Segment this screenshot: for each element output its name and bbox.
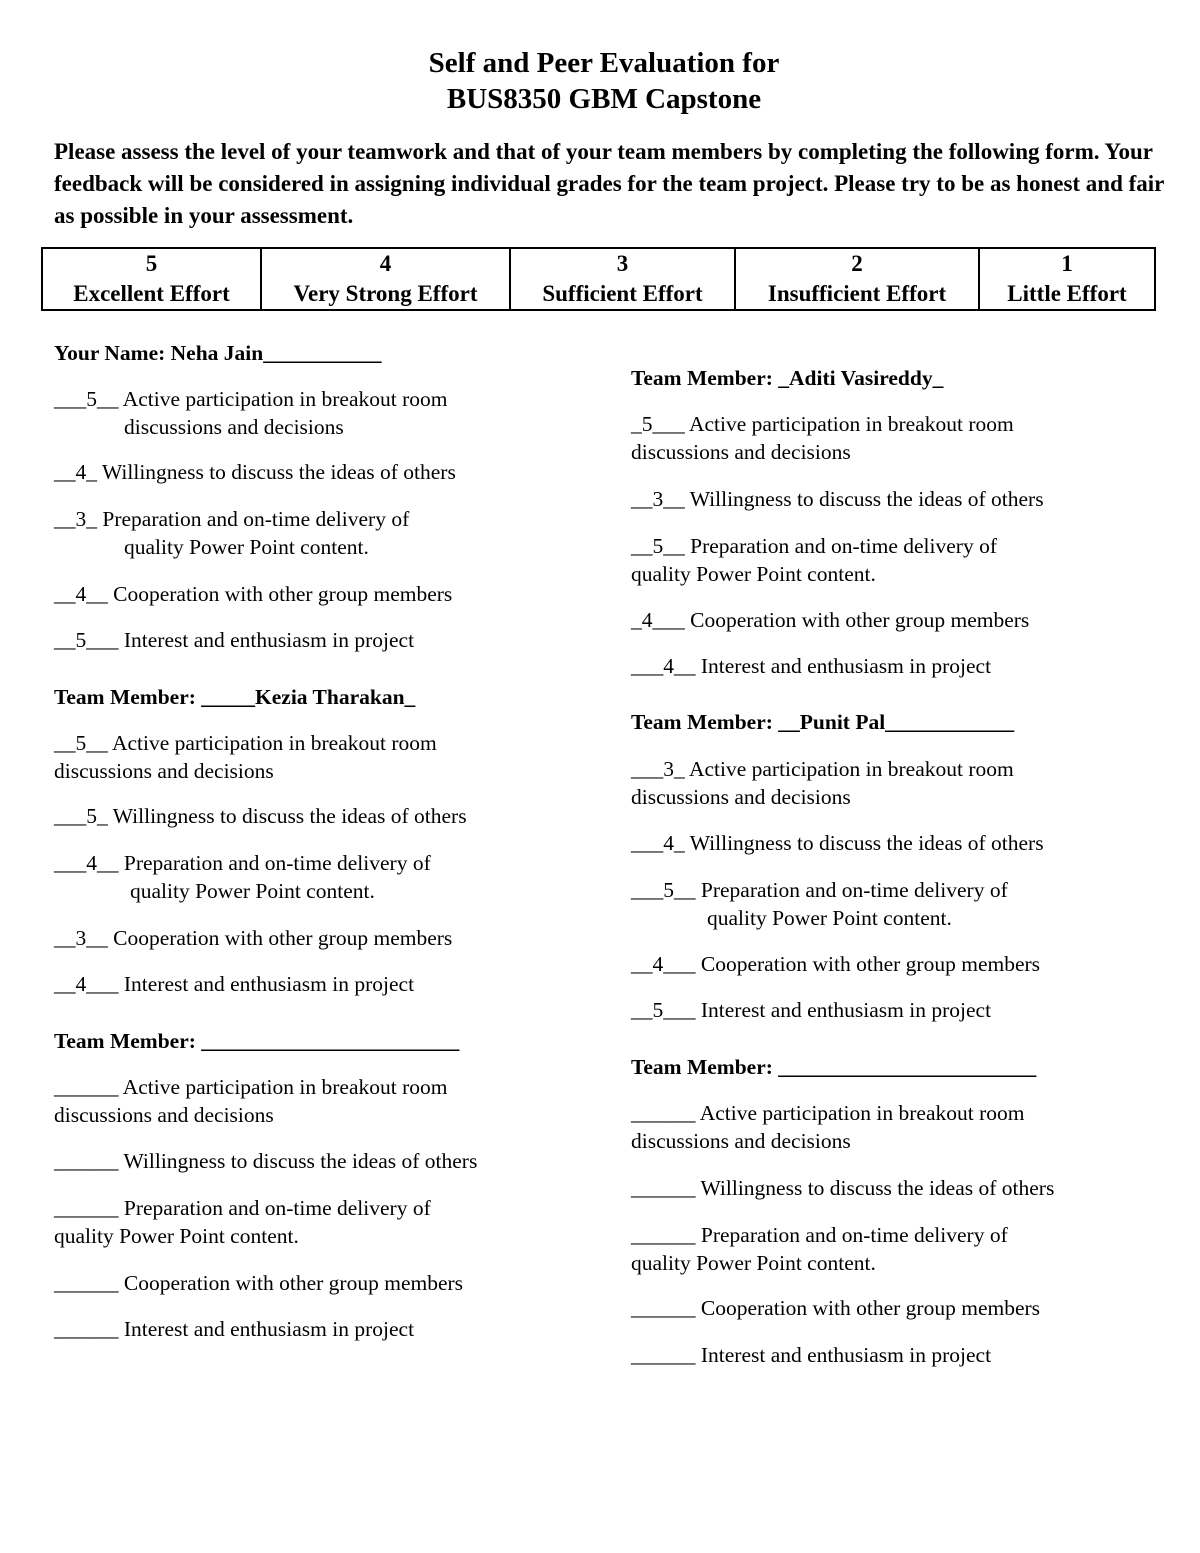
scale-number: 1 xyxy=(1061,251,1073,276)
criterion-willingness: ______ Willingness to discuss the ideas of others xyxy=(631,1176,1055,1200)
criterion-participation xyxy=(54,1073,447,1129)
criterion-continuation: discussions and decisions xyxy=(54,759,274,783)
criterion-participation xyxy=(631,410,1014,466)
criterion-continuation: quality Power Point content. xyxy=(631,562,876,586)
self-name-heading: Your Name: Neha Jain___________ xyxy=(54,341,382,365)
scale-cell-2 xyxy=(735,248,979,310)
criterion-participation xyxy=(631,1099,1024,1155)
team-member-heading: Team Member: ________________________ xyxy=(54,1029,460,1053)
page-title-line-1: Self and Peer Evaluation for xyxy=(428,47,780,79)
scale-number: 5 xyxy=(145,251,158,276)
criterion-cooperation: __4__ Cooperation with other group members xyxy=(54,582,453,606)
team-member-heading: Team Member: _____Kezia Tharakan_ xyxy=(54,685,416,709)
criterion-preparation xyxy=(631,1221,1008,1277)
criterion-interest: ______ Interest and enthusiasm in project xyxy=(631,1343,992,1367)
criterion-line: ___5__ Preparation and on-time delivery of xyxy=(631,878,1008,902)
scale-label: Excellent Effort xyxy=(73,281,230,306)
criterion-cooperation: __3__ Cooperation with other group members xyxy=(54,926,453,950)
criterion-cooperation: ______ Cooperation with other group members xyxy=(54,1271,464,1295)
criterion-continuation: quality Power Point content. xyxy=(130,879,375,903)
scale-label: Very Strong Effort xyxy=(293,281,478,306)
page-title-line-2: BUS8350 GBM Capstone xyxy=(446,83,762,115)
scale-cell-5 xyxy=(42,248,261,310)
criterion-line: ___3_ Active participation in breakout room xyxy=(631,757,1014,781)
instructions-paragraph: Please assess the level of your teamwork and that of your team members by completing the following form. Your feedback will be considered in assigning individual grades for the team project. Please try to be as honest and fair as possible in your assessment. xyxy=(54,139,1164,228)
scale-cell-4 xyxy=(261,248,510,310)
criterion-line: ______ Preparation and on-time delivery of xyxy=(631,1223,1008,1247)
criterion-line: ______ Active participation in breakout room xyxy=(54,1075,448,1099)
scale-label: Insufficient Effort xyxy=(767,281,947,306)
criterion-line: ______ Active participation in breakout room xyxy=(631,1101,1025,1125)
team-member-heading: Team Member: __Punit Pal____________ xyxy=(631,710,1015,734)
criterion-willingness: __4_ Willingness to discuss the ideas of others xyxy=(54,460,456,484)
scale-cell-3 xyxy=(510,248,735,310)
criterion-continuation: discussions and decisions xyxy=(631,785,851,809)
criterion-cooperation: ______ Cooperation with other group members xyxy=(631,1296,1041,1320)
criterion-continuation: quality Power Point content. xyxy=(707,906,952,930)
criterion-continuation: quality Power Point content. xyxy=(124,535,369,559)
criterion-participation xyxy=(631,755,1014,811)
criterion-preparation xyxy=(54,1194,431,1250)
criterion-interest: ______ Interest and enthusiasm in project xyxy=(54,1317,415,1341)
criterion-continuation: quality Power Point content. xyxy=(631,1251,876,1275)
scale-label: Sufficient Effort xyxy=(542,281,703,306)
criterion-preparation xyxy=(54,505,409,561)
criterion-interest: __5___ Interest and enthusiasm in project xyxy=(54,628,415,652)
criterion-interest: __4___ Interest and enthusiasm in project xyxy=(54,972,415,996)
criterion-willingness: __3__ Willingness to discuss the ideas of others xyxy=(631,487,1044,511)
criterion-preparation xyxy=(631,876,1008,932)
criterion-preparation xyxy=(631,532,997,588)
scale-number: 2 xyxy=(851,251,863,276)
criterion-interest: __5___ Interest and enthusiasm in project xyxy=(631,998,992,1022)
criterion-line: __3_ Preparation and on-time delivery of xyxy=(54,507,410,531)
criterion-line: ______ Preparation and on-time delivery of xyxy=(54,1196,431,1220)
criterion-participation xyxy=(54,385,447,441)
scale-number: 3 xyxy=(616,251,629,276)
scale-cell-1 xyxy=(979,248,1155,310)
criterion-cooperation: __4___ Cooperation with other group members xyxy=(631,952,1041,976)
criterion-line: ___5__ Active participation in breakout room xyxy=(54,387,448,411)
rating-scale-table xyxy=(41,247,1156,311)
criterion-continuation: discussions and decisions xyxy=(54,1103,274,1127)
criterion-cooperation: _4___ Cooperation with other group members xyxy=(631,608,1030,632)
team-member-heading: Team Member: _Aditi Vasireddy_ xyxy=(631,366,944,390)
criterion-willingness: ______ Willingness to discuss the ideas of others xyxy=(54,1149,478,1173)
criterion-line: _5___ Active participation in breakout room xyxy=(631,412,1014,436)
criterion-willingness: ___4_ Willingness to discuss the ideas of others xyxy=(631,831,1044,855)
criterion-willingness: ___5_ Willingness to discuss the ideas of others xyxy=(54,804,467,828)
team-member-heading: Team Member: ________________________ xyxy=(631,1055,1037,1079)
criterion-continuation: discussions and decisions xyxy=(631,1129,851,1153)
criterion-continuation: discussions and decisions xyxy=(631,440,851,464)
criterion-line: __5__ Active participation in breakout room xyxy=(54,731,437,755)
scale-label: Little Effort xyxy=(1007,281,1127,306)
criterion-line: __5__ Preparation and on-time delivery of xyxy=(631,534,997,558)
criterion-preparation xyxy=(54,849,431,905)
criterion-continuation: quality Power Point content. xyxy=(54,1224,299,1248)
criterion-participation xyxy=(54,729,437,785)
criterion-continuation: discussions and decisions xyxy=(124,415,344,439)
scale-number: 4 xyxy=(379,251,392,276)
criterion-interest: ___4__ Interest and enthusiasm in project xyxy=(631,654,992,678)
criterion-line: ___4__ Preparation and on-time delivery of xyxy=(54,851,431,875)
